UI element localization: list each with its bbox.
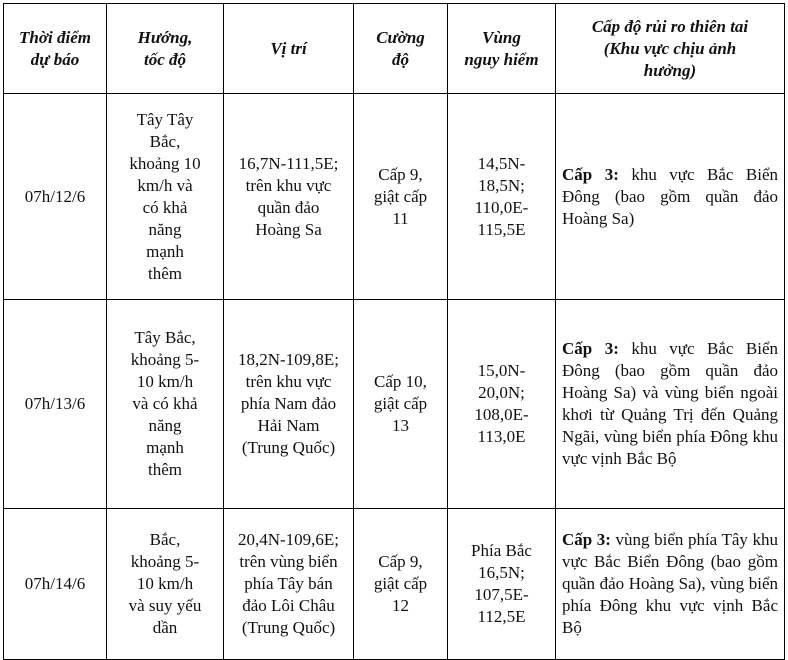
cell-danger-zone: 14,5N- 18,5N; 110,0E- 115,5E bbox=[448, 94, 556, 300]
cell-position: 16,7N-111,5E; trên khu vực quần đảo Hoàng Sa bbox=[224, 94, 354, 300]
header-position: Vị trí bbox=[224, 4, 354, 94]
risk-level: Cấp 3: bbox=[562, 164, 619, 184]
risk-level: Cấp 3: bbox=[562, 530, 611, 549]
header-time: Thời điểm dự báo bbox=[4, 4, 107, 94]
forecast-table-wrapper bbox=[3, 3, 785, 660]
risk-level: Cấp 3: bbox=[562, 339, 619, 358]
header-intensity: Cường độ bbox=[354, 4, 448, 94]
cell-risk bbox=[556, 509, 785, 660]
cell-position: 20,4N-109,6E; trên vùng biển phía Tây bán đảo Lôi Châu (Trung Quốc) bbox=[224, 509, 354, 660]
cell-direction: Tây Bắc, khoảng 5- 10 km/h và có khả năng mạnh thêm bbox=[107, 300, 224, 509]
risk-text: khu vực Bắc Biển Đông (bao gồm quần đảo Hoàng Sa) bbox=[562, 164, 778, 228]
cell-time: 07h/12/6 bbox=[4, 94, 107, 300]
storm-forecast-table bbox=[3, 3, 785, 660]
cell-danger-zone: Phía Bắc 16,5N; 107,5E- 112,5E bbox=[448, 509, 556, 660]
header-risk: Cấp độ rủi ro thiên tai (Khu vực chịu ảnh hưởng) bbox=[556, 4, 785, 94]
table-row bbox=[4, 300, 785, 509]
header-direction: Hướng, tốc độ bbox=[107, 4, 224, 94]
cell-intensity: Cấp 9, giật cấp 12 bbox=[354, 509, 448, 660]
cell-time: 07h/13/6 bbox=[4, 300, 107, 509]
cell-risk bbox=[556, 94, 785, 300]
risk-text: vùng biển phía Tây khu vực Bắc Biển Đông (bao gồm quần đảo Hoàng Sa), vùng biển phía Đông khu vực vịnh Bắc Bộ bbox=[562, 530, 778, 637]
table-header-row bbox=[4, 4, 785, 94]
cell-direction: Bắc, khoảng 5- 10 km/h và suy yếu dần bbox=[107, 509, 224, 660]
table-row bbox=[4, 509, 785, 660]
cell-position: 18,2N-109,8E; trên khu vực phía Nam đảo Hải Nam (Trung Quốc) bbox=[224, 300, 354, 509]
risk-text: khu vực Bắc Biển Đông (bao gồm quần đảo Hoàng Sa) và vùng biển ngoài khơi từ Quảng Trị đến Quảng Ngãi, vùng biển phía Đông khu vực vịnh Bắc Bộ bbox=[562, 339, 778, 468]
cell-risk bbox=[556, 300, 785, 509]
cell-danger-zone: 15,0N- 20,0N; 108,0E- 113,0E bbox=[448, 300, 556, 509]
cell-time: 07h/14/6 bbox=[4, 509, 107, 660]
table-row bbox=[4, 94, 785, 300]
header-danger-zone: Vùng nguy hiểm bbox=[448, 4, 556, 94]
cell-intensity: Cấp 10, giật cấp 13 bbox=[354, 300, 448, 509]
cell-intensity: Cấp 9, giật cấp 11 bbox=[354, 94, 448, 300]
cell-direction: Tây Tây Bắc, khoảng 10 km/h và có khả năng mạnh thêm bbox=[107, 94, 224, 300]
